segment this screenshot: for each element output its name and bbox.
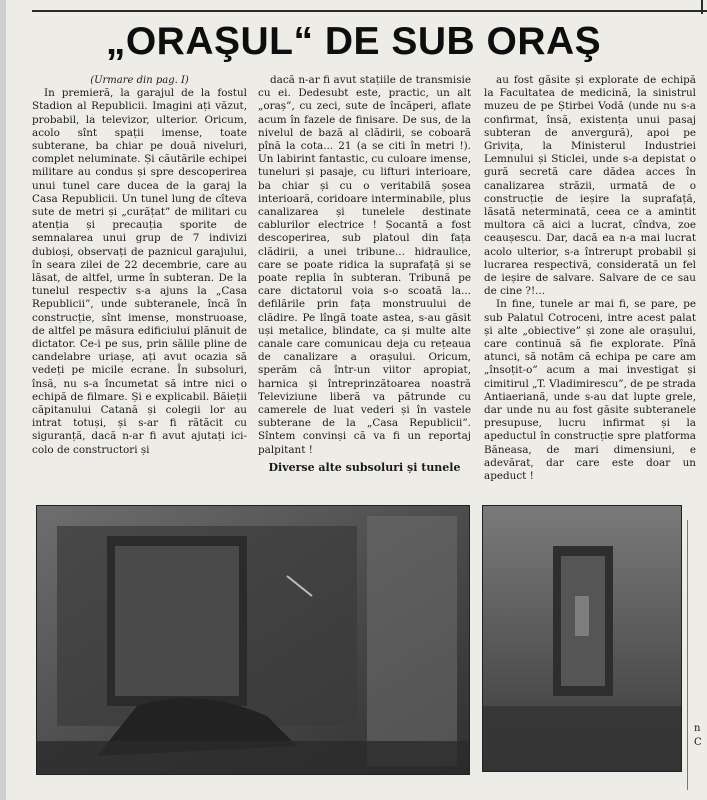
photo-underground-door <box>482 505 682 772</box>
column-rule <box>687 520 688 790</box>
top-rule-corner <box>701 0 703 14</box>
column-3-paragraph-2: In fine, tunele ar mai fi, se pare, pe sub Palatul Cotroceni, intre acest palat și alte „obiective” și zone ale orașului, care continuă să fie explorate. Pînă atunci, să notăm că echipa pe care am „însoțit-o” acum a mai investigat și cimitirul „T. Vladimirescu”, de pe strada Antiaeriană, unde s-au dat lupte grele, dar unde nu au fost găsite subteranele presupuse, lucru infirmat și la apeductul în construcție spre platforma Băneasa, de mari dimensiuni, e adevărat, dar care este doar un apeduct ! <box>484 298 696 483</box>
continuation-note: (Urmare din pag. I) <box>90 75 189 86</box>
article-column-3 <box>484 74 696 483</box>
page-edge-shadow <box>0 0 6 800</box>
article-column-1 <box>32 74 247 457</box>
photo-underground-room-image <box>37 506 469 774</box>
edge-text-fragment: n C <box>694 723 702 748</box>
photo-underground-door-image <box>483 506 681 771</box>
article-headline: „ORAŞUL“ DE SUB ORAŞ <box>105 20 602 63</box>
article-column-2 <box>258 74 471 474</box>
top-rule-line <box>32 10 707 12</box>
column-3-paragraph-1: au fost găsite și explorate de echipă la Facultatea de medicină, la sinistrul muzeu de pe Știrbei Vodă (unde nu s-a confirmat, însă, existența unui pasaj subteran de anvergură), apoi pe Grivița, la Ministerul Industriei Lemnului și Sticlei, unde s-a depistat o gură secretă care dădea acces în canalizarea străzii, urmată de o construcție de ieșire la suprafață, lăsată neterminată, ceea ce a amintit multora că aici a lucrat, cîndva, zoe ceaușescu. Dar, dacă ea n-a mai lucrat acolo ulterior, s-a întrerupt probabil și lucrarea respectivă, considerată un fel de ieșire de salvare. Salvare de ce sau de cine ?!... <box>484 74 696 298</box>
photo-underground-room <box>36 505 470 775</box>
top-rule <box>0 0 707 18</box>
column-2-paragraph: dacă n-ar fi avut stațiile de transmisie cu ei. Dedesubt este, practic, un alt „oraș”, cu zeci, sute de încăperi, aflate acum în fazele de finisare. De sus, de la nivelul de bază al clădirii, se coboară pînă la cota... 21 (a se citi în metri !). Un labirint fantastic, cu culoare imense, tuneluri și pasaje, cu lifturi interioare, ba chiar și cu o veritabilă șosea interioară, coridoare interminabile, plus canalizarea și tunelele destinate cablurilor electrice ! Șocantă a fost descoperirea, sub platoul din fața clădirii, a unei tribune... hidraulice, care se poate ridica la suprafață și se poate replia în subteran. Tribună pe care dictatorul voia s-o scoată la... defilările prin fața monstruului de clădire. Pe lîngă toate astea, s-au găsit uși metalice, blindate, ca și multe alte canale care comunicau deja cu rețeaua de canalizare a orașului. Oricum, sperăm că într-un viitor apropiat, harnica și întreprinzătoarea noastră Televiziune liberă va pătrunde cu camerele de luat vederi și în vastele subterane de la „Casa Republicii”. Sîntem convinși că va fi un reportaj palpitant ! <box>258 74 471 456</box>
column-1-paragraph: In premieră, la garajul de la fostul Stadion al Republicii. Imagini ați văzut, probabil, la televizor, ulterior. Oricum, acolo sînt spații imense, toate subterane, ba chiar pe două niveluri, complet neluminate. Și căutările echipei militare au condus și spre descoperirea unui tunel care ducea de la garaj la Casa Republicii. Un tunel lung de cîteva sute de metri și „curățat” de militari cu atenția și precauția sporite de semnalarea unui grup de 7 indivizi dubioși, observați de paznicul garajului, în seara zilei de 22 decembrie, care au lăsat, de altfel, urme în subteran. De la tunelul respectiv s-a ajuns la „Casa Republicii”, unde subteranele, încă în construcție, sînt imense, monstruoase, de altfel pe măsura edificiului plănuit de dictator. Ce-i pe sus, prin sălile pline de candelabre uriașe, ați avut ocazia să vedeți pe micile ecrane. În subsoluri, însă, nu s-a încumetat să intre nici o echipă de filmare. Și e explicabil. Băieții căpitanului Catană și colegii lor au intrat totuși, și s-ar fi rătăcit cu siguranță, dacă n-ar fi avut ajutați ici-colo de constructori și <box>32 87 247 456</box>
section-subheading: Diverse alte subsoluri și tunele <box>268 460 461 474</box>
